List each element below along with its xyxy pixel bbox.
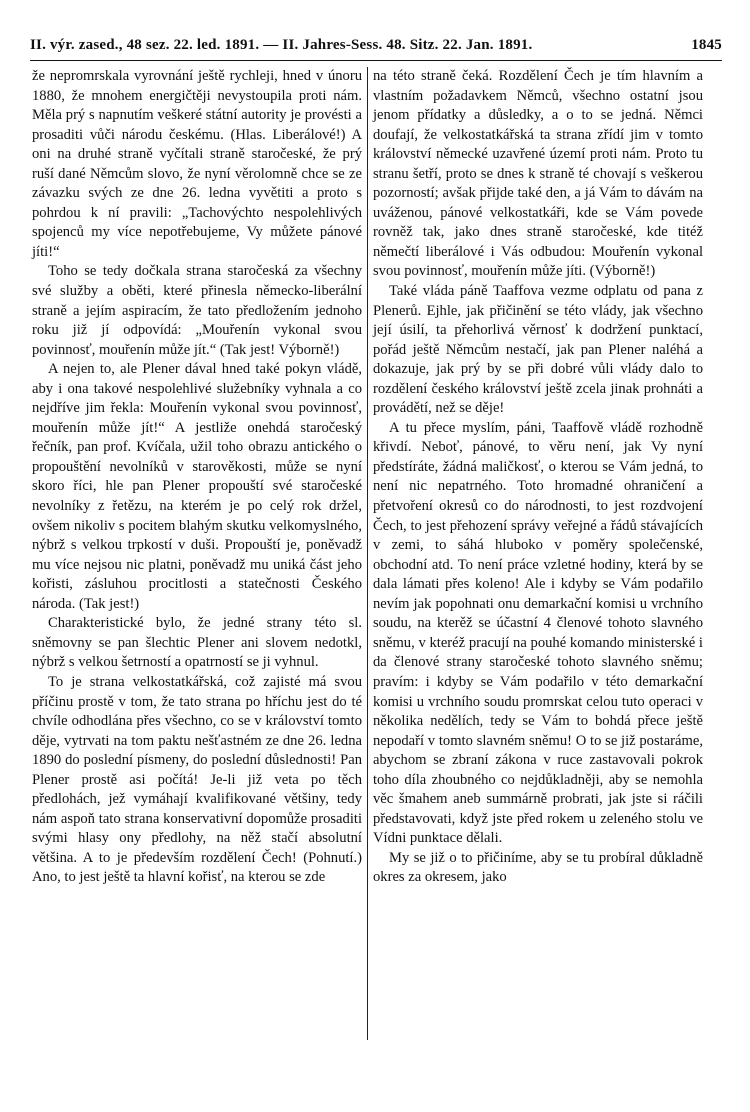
paragraph: Charakteristické bylo, že jedné strany této sl. sněmovny se pan šlechtic Plener ani slovem nedotkl, nýbrž s velkou šetrností a opatrností se ji vyhnul. <box>32 615 362 671</box>
paragraph: že nepromrskala vyrovnání ještě rychleji, hned v únoru 1880, že mnohem energičtěji nevystoupila proti nám. Měla prý s napnutím veškeré státní autority je provésti a prosaditi vůči národu českému. (Hlas. Liberálové!) A oni na druhé straně vyčítali straně staročeské, že prý ruší dané Němcům slovo, že nyní věrolomně chce se ze závazku svých ze dne 26. ledna vyvětiti a proto s pohrdou k ní pravili: „Tachovýchto nespolehlivých spojenců my více nepotřebujeme, Vy můžete pánové jíti!“ <box>32 68 362 260</box>
paragraph: My se již o to přičiníme, aby se tu probíral důkladně okres za okresem, jako <box>373 849 703 886</box>
page-header <box>30 36 722 61</box>
paragraph: A nejen to, ale Plener dával hned také pokyn vládě, aby i ona takové nespolehlivé služebníky vyhnala a co nejdříve jim řekla: Mouřenín vykonal svou povinnosť, mouřenín může jít!“ A jestliže onehdá staročeský řečník, pan prof. Kvíčala, užil toho obrazu antického o propouštění nevolníků v starověkosti, může se nyní skoro říci, hle pan Plener propouští své staročeské nevolníky z řetězu, na kterém je po celý rok držel, ovšem nikoliv s pocitem blahým skutku velkomyslného, nýbrž s velkou trpkostí v duši. Propouští je, poněvadž mu více nejsou nic platni, poněvadž mu uniká část jeho kořisti, zásluhou procitlosti a statečnosti Českého národa. (Tak jest!) <box>32 361 362 612</box>
paragraph: na této straně čeká. Rozdělení Čech je tím hlavním a vlastním požadavkem Němců, všechno ostatní jsou jenom přídatky a důsledky, a o to se jedná. Němci doufají, že velkostatkářská ta strana zřídí jim v tomto království německé uzavřené území proti nám. Proto tu stranu šetří, proto se dnes k straně té chovají s veškerou pozorností; avšak přijde také den, a já Vám to dávám na uváženou, pánové velkostatkáři, kde se Vám povede rovněž tak, jako dnes straně staročeské, kde titéž němečtí liberálové i Vás odbudou: Mouřenín vykonal svou povinnosť, mouřenín může jíti. (Výborně!) <box>373 68 703 280</box>
right-column <box>367 67 703 1040</box>
left-column <box>32 67 362 888</box>
paragraph: A tu přece myslím, páni, Taaffově vládě rozhodně křivdí. Neboť, pánové, to věru není, jak Vy nyní předstíráte, žádná maličkosť, o kterou se Vám jedná, to není nic nepatrného. Toto hromadné ohraničení a přetvoření okresů co do národnosti, to jest rozdvojení Čech, to jest přehození správy veřejné a řádů stávajících v zemi, to sáhá hluboko v poměry společenské, obchodní atd. To není práce vzletné hodiny, která by se dala lámati přes koleno! Ale i kdyby se Vám podařilo nevím jak popohnati onu demarkační komisi u vrchního soudu, na kterěž se účastní 4 členové tohoto slavného sněmu, v kteréž pracují na pouhé komando ministerské i da členové strany staročeské tohoto slavného sněmu; pravím: i kdyby se Vám podařilo v této demarkační komisi u vrchního soudu promrskat celou tuto operaci v několika nedělích, tedy se Vám to bohdá přece ještě nepodaří v tomto slavném sněmu! O to se již postaráme, abychom se zbraní zákona v ruce zastavovali pokrok toho díla zhoubného co nejdůkladněji, aby se nemohla věc šmahem aneb summárně probrati, jak jste si ráčili představovati, když jste před rokem u zeleného stolu ve Vídni punktace dělali. <box>373 419 703 847</box>
paragraph: Také vláda páně Taaffova vezme odplatu od pana z Plenerů. Ejhle, jak přičinění se této vlády, jak všechno její úsilí, ta přehorlivá věrnosť k dodržení punktací, pořád ještě Němcům nestačí, jak pan Plener naléhá a dokazuje, jak prý by se při dobré vůli vlády dalo to rozdělení českého království ještě zcela jinak prohnáti a provádětí, než se děje! <box>373 283 703 417</box>
paragraph: To je strana velkostatkářská, což zajisté má svou příčinu prostě v tom, že tato strana po hříchu jest do té chvíle odhodlána přes všechno, co se v království tomto děje, vytrvati na tom paktu nešťastném ze dne 26. ledna 1890 do poslední písmeny, do poslední důslednosti! Pan Plener prostě asi počítá! Je-li již veta po těch předlohách, jež vymáhají kvalifikované většiny, tedy nám aspoň tato strana konservativní dopomůže prosaditi svými hlasy ony předlohy, na něž stačí absolutní většina. A to je především rozdělení Čech! (Pohnutí.) Ano, to jest ještě ta hlavní kořisť, na kterou se zde <box>32 673 362 886</box>
paragraph: Toho se tedy dočkala strana staročeská za všechny své služby a oběti, které přinesla německo-liberální straně a jejím aspiracím, že tato předložením jednoho roku již jí odpovídá: „Mouřenín vykonal svou povinnosť, mouřenín může jít.“ (Tak jest! Výborně!) <box>32 263 362 358</box>
running-head: II. výr. zased., 48 sez. 22. led. 1891. — II. Jahres-Sess. 48. Sitz. 22. Jan. 1891. <box>30 37 533 53</box>
page-number: 1845 <box>691 37 722 53</box>
